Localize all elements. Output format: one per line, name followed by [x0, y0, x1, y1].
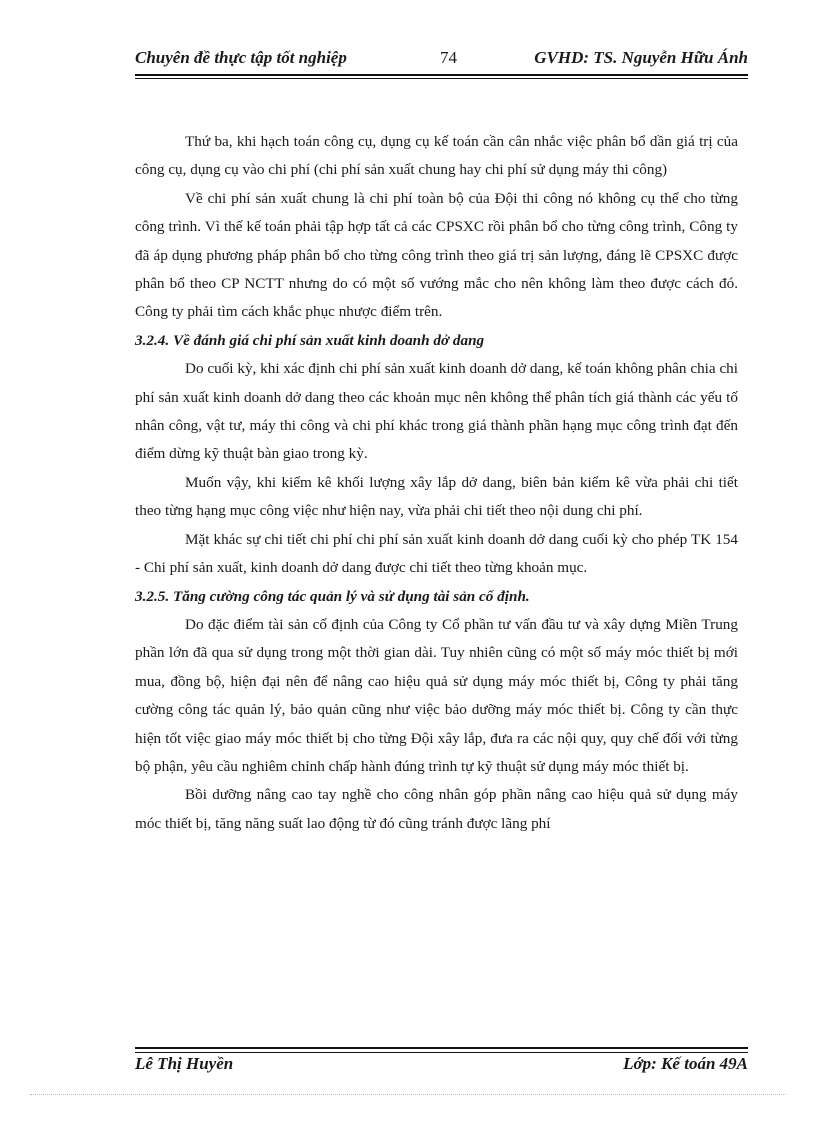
- page-body: [135, 128, 738, 838]
- header-document-title: Chuyên đề thực tập tốt nghiệp: [135, 48, 347, 67]
- footer-class: Lớp: Kế toán 49A: [623, 1054, 748, 1073]
- page-footer: [135, 1054, 748, 1078]
- header-advisor: GVHD: TS. Nguyễn Hữu Ánh: [534, 48, 748, 67]
- paragraph-general-production-cost: Về chi phí sản xuất chung là chi phí toàn bộ của Đội thi công nó không cụ thể cho từng công trình. Vì thế kế toán phải tập hợp tất cả các CPSXC rồi phân bổ cho từng công trình, Công ty đã áp dụng phương pháp phân bổ cho từng công trình theo giá trị sản lượng, đáng lẽ CPSXC được phân bổ theo CP NCTT nhưng do có một số vướng mắc cho nên không làm theo được cách đó. Công ty phải tìm cách khắc phục nhược điểm trên.: [135, 189, 738, 321]
- paragraph-inventory-count: Muốn vậy, khi kiểm kê khối lượng xây lắp dở dang, biên bản kiểm kê vừa phải chi tiết theo từng hạng mục công việc như hiện nay, vừa phải chi tiết theo nội dung chi phí.: [135, 473, 738, 520]
- paragraph-wip-valuation: Do cuối kỳ, khi xác định chi phí sản xuất kinh doanh dở dang, kế toán không phân chia chi phí sản xuất kinh doanh dở dang theo các khoản mục nên không thể phân tích giá thành các yếu tố nhân công, vật tư, máy thi công và chi phí khác trong giá thành phần hạng mục công trình đạt đến điểm dừng kỹ thuật bàn giao trong kỳ.: [135, 360, 738, 463]
- page-header: [135, 48, 748, 72]
- paragraph-worker-training: Bồi dưỡng nâng cao tay nghề cho công nhân góp phần nâng cao hiệu quả sử dụng máy móc thiết bị, tăng năng suất lao động từ đó cũng tránh được lãng phí: [135, 786, 738, 832]
- section-heading-3-2-5: 3.2.5. Tăng cường công tác quản lý và sử dụng tài sản cố định.: [135, 587, 530, 605]
- paragraph-tk154: Mặt khác sự chi tiết chi phí chi phí sản xuất kinh doanh dở dang cuối kỳ cho phép TK 154 - Chi phí sản xuất, kinh doanh dở dang được chi tiết theo từng khoản mục.: [135, 530, 738, 577]
- footer-author: Lê Thị Huyền: [135, 1054, 234, 1073]
- section-heading-3-2-4: 3.2.4. Về đánh giá chi phí sản xuất kinh doanh dở dang: [135, 331, 485, 349]
- header-rule: [135, 74, 748, 79]
- header-page-number: 74: [440, 48, 457, 67]
- footer-rule: [135, 1047, 748, 1053]
- paragraph-fixed-assets: Do đặc điểm tài sản cố định của Công ty Cổ phần tư vấn đầu tư và xây dựng Miền Trung phần lớn đã qua sử dụng trong một thời gian dài. Tuy nhiên cũng có một số máy móc thiết bị mới mua, đồng bộ, hiện đại nên để nâng cao hiệu quả sử dụng máy móc thiết bị, Công ty phải tăng cường công tác quản lý, bảo quản cũng như việc bảo dưỡng máy móc thiết bị. Công ty cần thực hiện tốt việc giao máy móc thiết bị cho từng Đội xây lắp, đưa ra các nội quy, quy chế đối với từng bộ phận, yêu cầu nghiêm chỉnh chấp hành đúng trình tự kỹ thuật sử dụng máy móc thiết bị.: [135, 615, 738, 775]
- paragraph-tools-allocation: Thứ ba, khi hạch toán công cụ, dụng cụ kế toán cần cân nhắc việc phân bổ dần giá trị của công cụ, dụng cụ vào chi phí (chi phí sản xuất chung hay chi phí sử dụng máy thi công): [135, 133, 738, 179]
- page-edge-dotted-line: [30, 1094, 786, 1095]
